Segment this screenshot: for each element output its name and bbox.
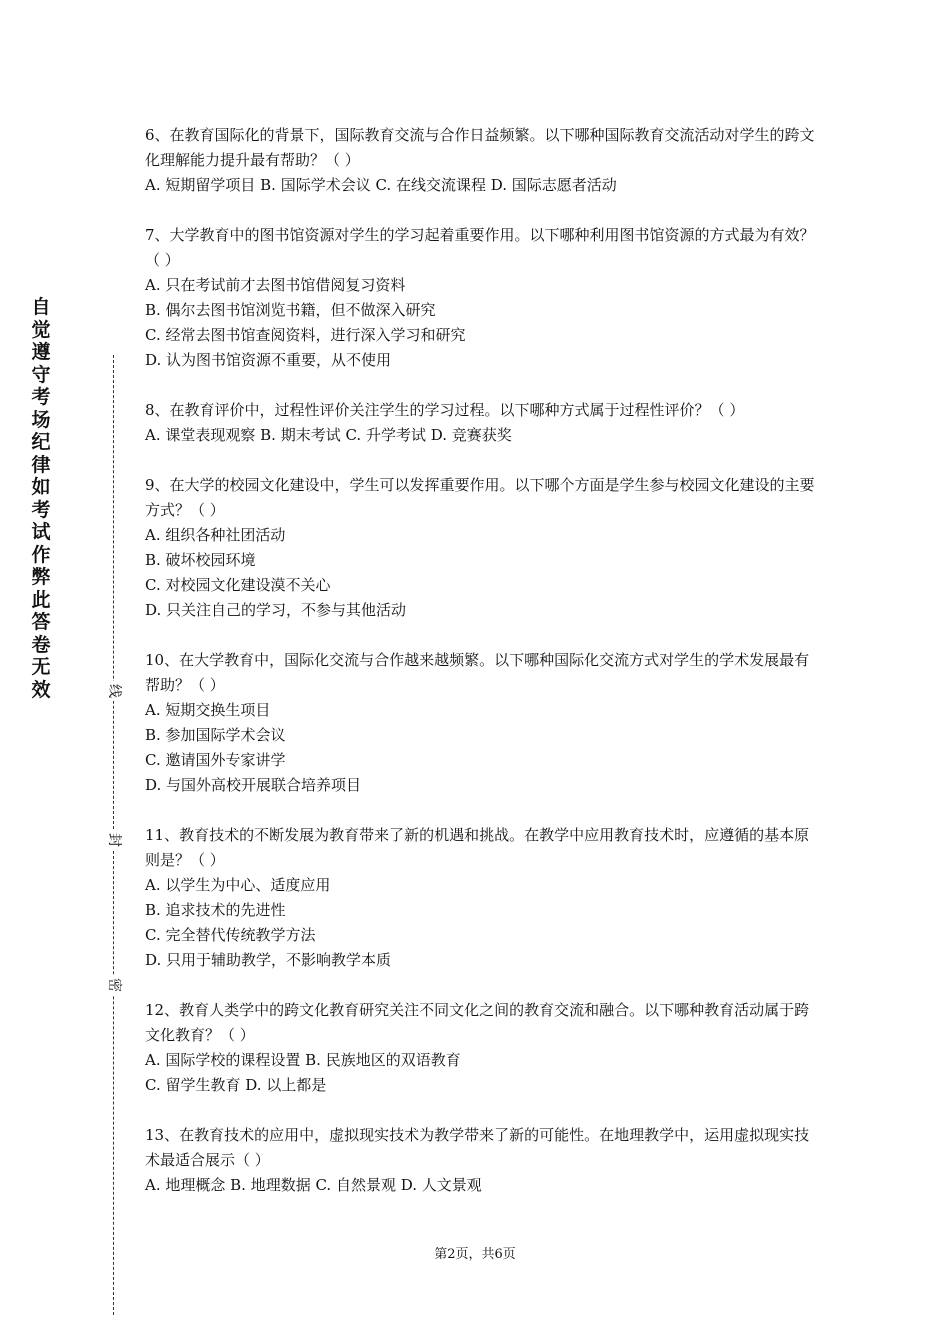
option-c: C. 邀请国外专家讲学 xyxy=(145,751,286,769)
option-d: D. 只用于辅助教学，不影响教学本质 xyxy=(145,951,392,969)
binding-mark-line: 线 xyxy=(104,681,124,701)
question-11 xyxy=(145,823,815,973)
question-stem: 13、在教育技术的应用中，虚拟现实技术为教学带来了新的可能性。在地理教学中，运用虚拟现实技术最适合展示（ ） xyxy=(145,1126,810,1169)
question-list xyxy=(145,123,815,1223)
options-cd: C. 留学生教育 D. 以上都是 xyxy=(145,1076,327,1094)
option-a: A. 组织各种社团活动 xyxy=(145,526,286,544)
option-d: D. 只关注自己的学习，不参与其他活动 xyxy=(145,601,407,619)
question-stem: 8、在教育评价中，过程性评价关注学生的学习过程。以下哪种方式属于过程性评价？（ ） xyxy=(145,401,745,419)
question-13 xyxy=(145,1123,815,1198)
option-b: B. 追求技术的先进性 xyxy=(145,901,286,919)
question-stem: 12、教育人类学中的跨文化教育研究关注不同文化之间的教育交流和融合。以下哪种教育活动属于跨文化教育？（ ） xyxy=(145,1001,810,1044)
question-stem: 9、在大学的校园文化建设中，学生可以发挥重要作用。以下哪个方面是学生参与校园文化建设的主要方式？（ ） xyxy=(145,476,815,519)
question-9 xyxy=(145,473,815,623)
option-b: B. 破坏校园环境 xyxy=(145,551,256,569)
option-b: B. 偶尔去图书馆浏览书籍，但不做深入研究 xyxy=(145,301,436,319)
option-c: C. 完全替代传统教学方法 xyxy=(145,926,316,944)
question-stem: 6、在教育国际化的背景下，国际教育交流与合作日益频繁。以下哪种国际教育交流活动对学生的跨文化理解能力提升最有帮助？（ ） xyxy=(145,126,815,169)
question-10 xyxy=(145,648,815,798)
options-ab: A. 国际学校的课程设置 B. 民族地区的双语教育 xyxy=(145,1051,461,1069)
option-a: A. 只在考试前才去图书馆借阅复习资料 xyxy=(145,276,406,294)
binding-mark-secret: 密 xyxy=(104,975,124,995)
question-options: A. 课堂表现观察 B. 期末考试 C. 升学考试 D. 竞赛获奖 xyxy=(145,426,512,444)
option-c: C. 经常去图书馆查阅资料，进行深入学习和研究 xyxy=(145,326,466,344)
question-options: A. 短期留学项目 B. 国际学术会议 C. 在线交流课程 D. 国际志愿者活动 xyxy=(145,176,617,194)
question-6 xyxy=(145,123,815,198)
page-number: 第2页，共6页 xyxy=(434,1247,516,1262)
option-c: C. 对校园文化建设漠不关心 xyxy=(145,576,331,594)
question-options: A. 地理概念 B. 地理数据 C. 自然景观 D. 人文景观 xyxy=(145,1176,482,1194)
option-d: D. 认为图书馆资源不重要，从不使用 xyxy=(145,351,392,369)
option-b: B. 参加国际学术会议 xyxy=(145,726,286,744)
exam-discipline-notice: 自觉遵守考场纪律如考试作弊此答卷无效 xyxy=(31,296,51,701)
option-a: A. 短期交换生项目 xyxy=(145,701,271,719)
option-d: D. 与国外高校开展联合培养项目 xyxy=(145,776,362,794)
question-stem: 10、在大学教育中，国际化交流与合作越来越频繁。以下哪种国际化交流方式对学生的学术发展最有帮助？（ ） xyxy=(145,651,810,694)
binding-mark-seal: 封 xyxy=(104,830,124,850)
question-stem: 7、大学教育中的图书馆资源对学生的学习起着重要作用。以下哪种利用图书馆资源的方式最为有效？（ ） xyxy=(145,226,815,269)
question-12 xyxy=(145,998,815,1098)
option-a: A. 以学生为中心、适度应用 xyxy=(145,876,331,894)
question-7 xyxy=(145,223,815,373)
question-stem: 11、教育技术的不断发展为教育带来了新的机遇和挑战。在教学中应用教育技术时，应遵循的基本原则是？（ ） xyxy=(145,826,810,869)
question-8 xyxy=(145,398,815,448)
